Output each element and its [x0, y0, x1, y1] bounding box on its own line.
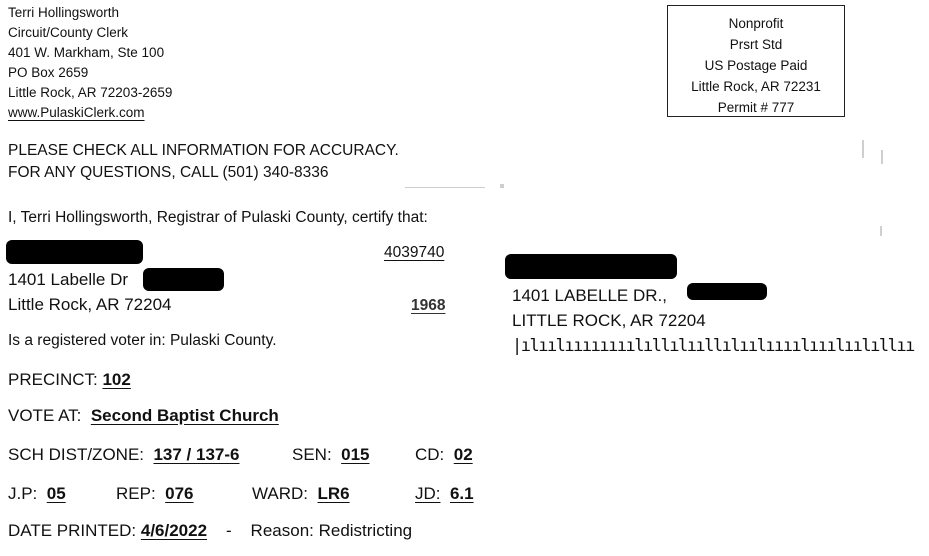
senate-field [292, 445, 370, 465]
reprint-reason: Reason: Redistricting [250, 521, 413, 540]
sender-website-link[interactable]: www.PulaskiClerk.com [8, 105, 145, 120]
ward-label: WARD: [252, 484, 309, 503]
congress-field [415, 445, 473, 465]
congress-label: CD: [415, 445, 445, 464]
mailing-address-line2: LITTLE ROCK, AR 72204 [512, 311, 706, 330]
jp-field [8, 484, 66, 504]
registered-statement: Is a registered voter in: Pulaski County. [8, 332, 277, 349]
precinct-value: 102 [102, 370, 131, 389]
vote-at-label: VOTE AT: [8, 406, 82, 425]
vote-at-value: Second Baptist Church [90, 406, 279, 425]
postal-barcode: |ılıılıııııııılıllılııllılıılıııılııılıılıllıı [512, 336, 914, 356]
precinct-label: PRECINCT: [8, 370, 98, 389]
sender-street: 401 W. Markham, Ste 100 [8, 45, 165, 60]
sch-dist-value: 137 / 137-6 [153, 445, 240, 464]
voter-address-line1: 1401 Labelle Dr [8, 270, 129, 289]
redacted-voter-name [6, 240, 143, 264]
redacted-mailing-detail [687, 283, 767, 300]
senate-label: SEN: [292, 445, 332, 464]
notice-line: PLEASE CHECK ALL INFORMATION FOR ACCURACY. [8, 142, 399, 159]
senate-value: 015 [341, 445, 370, 464]
mailing-address-line1: 1401 LABELLE DR., [512, 286, 667, 305]
redacted-address-detail [143, 268, 224, 291]
rep-field [116, 484, 194, 504]
scan-artifact [880, 226, 882, 236]
date-printed-label: DATE PRINTED: [8, 521, 137, 540]
jp-value: 05 [46, 484, 66, 503]
sender-block [8, 3, 172, 123]
redacted-mailing-name [505, 254, 677, 279]
ward-field [252, 484, 350, 504]
sch-dist-field [8, 445, 239, 465]
postage-line: Permit # 777 [717, 100, 795, 115]
accuracy-notice [8, 140, 399, 184]
rep-label: REP: [116, 484, 156, 503]
jd-value: 6.1 [449, 484, 474, 503]
sender-title: Circuit/County Clerk [8, 25, 129, 40]
sender-city-state-zip: Little Rock, AR 72203-2659 [8, 85, 173, 100]
postage-line: Nonprofit [728, 16, 784, 31]
voter-id-number: 4039740 [384, 244, 445, 261]
jd-label: JD: [415, 484, 441, 503]
vote-at-row [8, 406, 279, 426]
scan-artifact [881, 150, 883, 164]
certify-statement: I, Terri Hollingsworth, Registrar of Pulaski County, certify that: [8, 209, 428, 226]
postage-line: Little Rock, AR 72231 [691, 79, 821, 94]
scan-artifact [405, 187, 485, 188]
postage-line: Prsrt Std [729, 37, 783, 52]
voter-birth-year: 1968 [411, 297, 446, 314]
date-printed-value: 4/6/2022 [140, 521, 208, 540]
notice-line: FOR ANY QUESTIONS, CALL (501) 340-8336 [8, 164, 329, 181]
scan-artifact [500, 184, 504, 188]
date-printed-row [8, 521, 412, 541]
postage-line: US Postage Paid [704, 58, 808, 73]
sender-po-box: PO Box 2659 [8, 65, 89, 80]
postage-indicia [667, 5, 845, 117]
sender-name: Terri Hollingsworth [8, 5, 120, 20]
precinct-row [8, 370, 131, 390]
voter-address-line2: Little Rock, AR 72204 [8, 295, 172, 314]
date-reason-separator: - [225, 521, 232, 540]
sch-dist-label: SCH DIST/ZONE: [8, 445, 145, 464]
jp-label: J.P: [8, 484, 38, 503]
congress-value: 02 [453, 445, 473, 464]
scan-artifact [862, 140, 864, 158]
ward-value: LR6 [317, 484, 350, 503]
jd-field [415, 484, 474, 504]
rep-value: 076 [165, 484, 194, 503]
